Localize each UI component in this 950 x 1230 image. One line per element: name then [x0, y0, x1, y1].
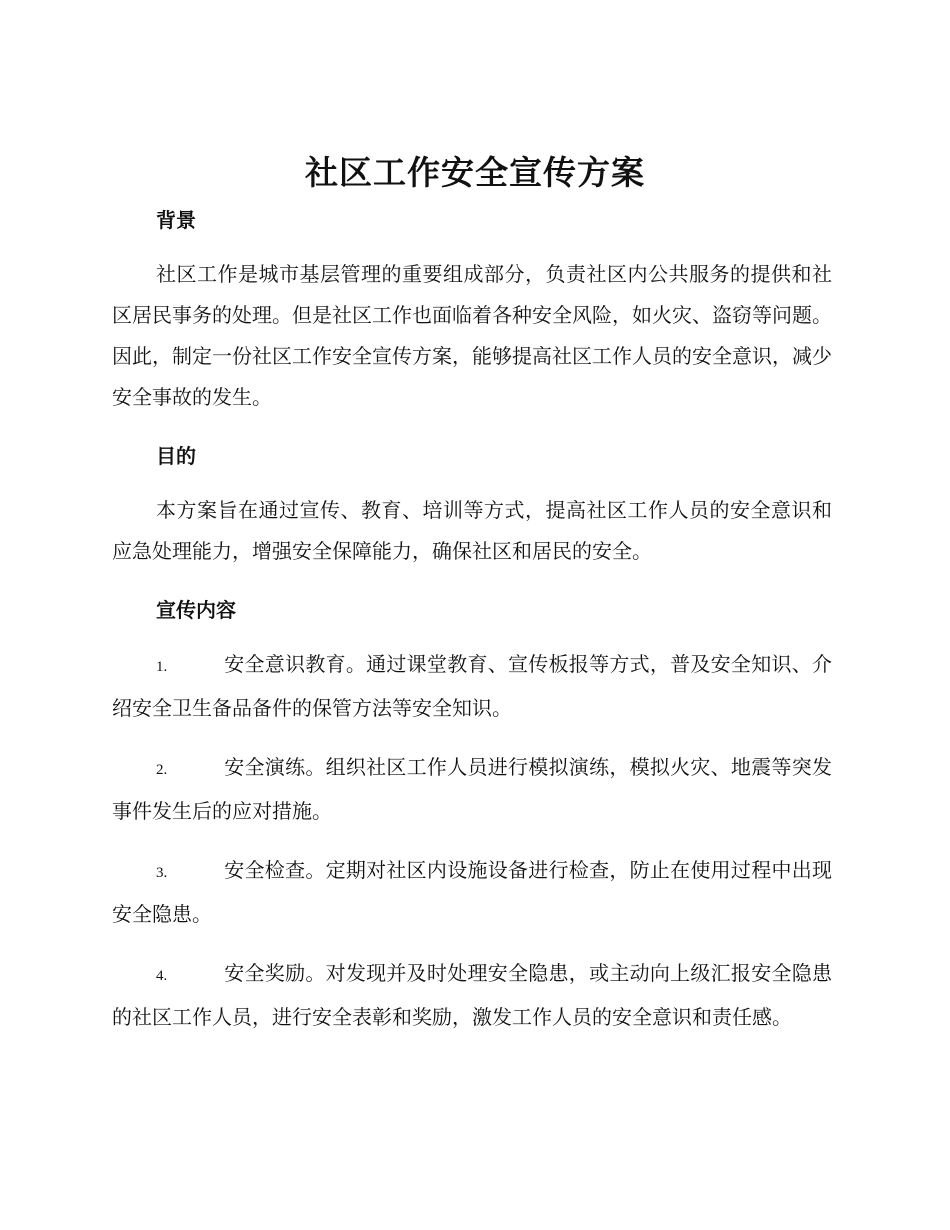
list-item-text: 安全奖励。对发现并及时处理安全隐患，或主动向上级汇报安全隐患的社区工作人员，进行安全表彰和奖励，激发工作人员的安全意识和责任感。 [112, 961, 832, 1029]
heading-content: 宣传内容 [156, 598, 236, 622]
list-item [112, 747, 832, 832]
list-item [112, 953, 832, 1038]
list-item-text: 安全检查。定期对社区内设施设备进行检查，防止在使用过程中出现安全隐患。 [112, 858, 832, 926]
heading-background: 背景 [156, 208, 196, 232]
list-item [112, 850, 832, 935]
list-item-text: 安全意识教育。通过课堂教育、宣传板报等方式，普及安全知识、介绍安全卫生备品备件的保管方法等安全知识。 [112, 652, 832, 720]
page-title: 社区工作安全宣传方案 [305, 153, 645, 192]
list-item-text: 安全演练。组织社区工作人员进行模拟演练，模拟火灾、地震等突发事件发生后的应对措施。 [112, 755, 832, 823]
list-item-number: 3. [156, 865, 168, 881]
list-item-number: 4. [156, 968, 168, 984]
paragraph-background: 社区工作是城市基层管理的重要组成部分，负责社区内公共服务的提供和社区居民事务的处理。但是社区工作也面临着各种安全风险，如火灾、盗窃等问题。因此，制定一份社区工作安全宣传方案，能够提高社区工作人员的安全意识，减少安全事故的发生。 [112, 262, 832, 409]
heading-purpose: 目的 [156, 444, 196, 468]
paragraph-purpose: 本方案旨在通过宣传、教育、培训等方式，提高社区工作人员的安全意识和应急处理能力，增强安全保障能力，确保社区和居民的安全。 [112, 498, 832, 563]
list-item [112, 644, 832, 729]
list-item-number: 2. [156, 762, 168, 778]
document-body [112, 200, 832, 1038]
list-item-number: 1. [156, 659, 168, 675]
